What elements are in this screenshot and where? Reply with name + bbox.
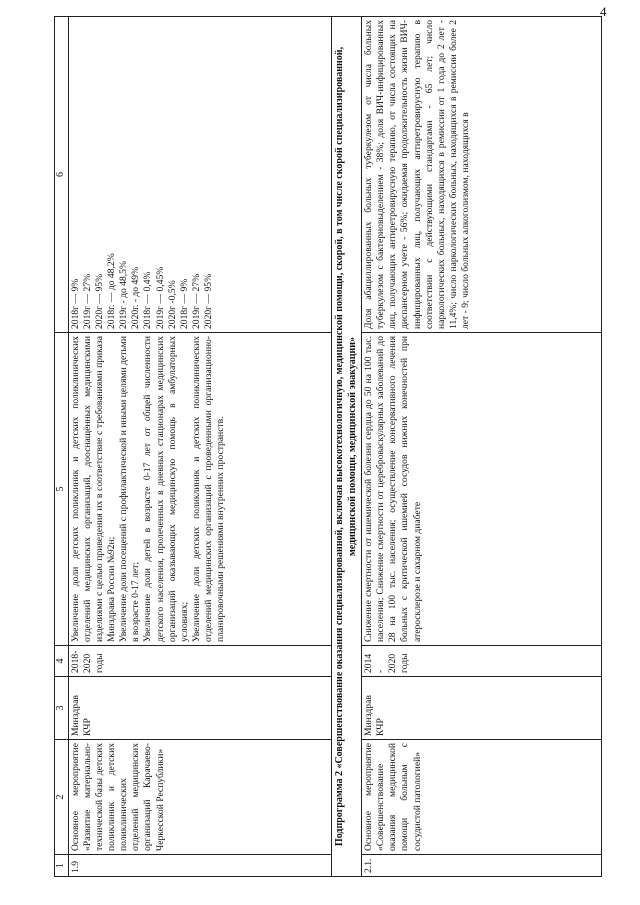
row-number: 1.9 [69, 855, 332, 877]
row-number: 2.1. [362, 855, 602, 877]
indicator-item: 2018г — 9% [70, 278, 81, 329]
expected-results: Снижение смертности от ишемической болезни сердца до 50 на 100 тыс. населения; Снижение смертности от цереброваскулярных заболеваний до 28 на 100 тыс. населения; осуществление консервативного лечения больных с критической ишемией сосудов нижних конечностей при атеросклерозе и сахарном диабете [362, 333, 602, 646]
subprogram-title: Подпрограмма 2 «Совершенствование оказания специализированной, включая высокотехнологичную, медицинской помощи, скорой, в том числе скорой специализированной, медицинской помощи, медицинской эвакуации» [332, 17, 362, 877]
header-cell: 2 [55, 740, 69, 855]
header-cell: 6 [55, 17, 69, 333]
table-row [362, 17, 602, 877]
table-row [69, 17, 332, 877]
header-cell: 5 [55, 333, 69, 646]
event-name: Основное мероприятие «Совершенствование оказания медицинской помощи больным с сосудистой патологией» [362, 740, 602, 855]
result-item: Увеличение доли детских поликлиник и детских поликлинических отделений медицинских организаций с проведенными организационно-планировочными решениями внутренних пространств. [190, 336, 226, 642]
indicators [69, 17, 332, 333]
header-cell: 4 [55, 646, 69, 677]
period: 2018-2020 годы [69, 646, 332, 677]
page-number: 4 [600, 4, 607, 19]
indicator-item: 2019г — 27% [190, 273, 202, 329]
indicator-item: 2019г — 0,45% [154, 266, 166, 329]
result-item: Увеличение доли детей в возрасте 0-17 лет от общей численности детского населения, пролеченных в дневных стационарах медицинских организаций оказывающих медицинскую помощь в амбулаторных условиях; [142, 336, 190, 642]
indicator-item: 2020г — 95% [202, 273, 214, 329]
indicator-item: 2018г. — до 48,2% [106, 253, 118, 329]
rotated-table-page [54, 17, 614, 877]
indicator-item: 2018г — 0,4% [142, 271, 154, 329]
indicator-item: 2020г -0,5% [166, 280, 178, 329]
indicator-item: 2019г — 27% [82, 273, 94, 329]
indicator-item: 2018г — 9% [178, 278, 190, 329]
period: 2014 - 2020 годы [362, 646, 602, 677]
indicator-item: 2020г — 95% [94, 273, 106, 329]
result-item: Увеличение доли посещений с профилактической и иными целями детьми в возрасте 0-17 лет; [118, 336, 142, 642]
expected-results [69, 333, 332, 646]
program-table [54, 16, 602, 877]
event-name: Основное мероприятие «Развитие материально-технической базы детских поликлиник и детских поликлинических отделений медицинских организаций Карачаево-Черкесской Республики» [69, 740, 332, 855]
header-cell: 3 [55, 677, 69, 740]
result-item: Увеличение доли детских поликлиник и детских поликлинических отделений медицинских организаций, дооснащённых медицинскими изделиями с целью приведения их в соответствие с требованиями приказа Минздрава России №92н; [70, 336, 118, 642]
indicator-item: 2019г - до 48,5% [118, 261, 130, 329]
indicator-item: 2020г. - до 49% [130, 266, 142, 329]
indicators: Доля абациллированных больных туберкулезом от числа больных туберкулезом с бактериовыделением - 38%; доля ВИЧ-инфицированных лиц, получающих антиретровирусную терапию, от числа состоящих на диспансерном учете - 56%; ожидаемая продолжительность жизни ВИЧ-инфицированных лиц, получающих антиретровирусную терапию в соответствии с действующими стандартами - 65 лет; число наркологических больных, находящихся в ремиссии от 1 года до 2 лет - 11,4%; число наркологических больных, находящихся в ремиссии более 2 лет - 9; число больных алкоголизмом, находящихся в [362, 17, 602, 333]
subprogram-row [332, 17, 362, 877]
header-cell: 1 [55, 855, 69, 877]
executor: Минздрав КЧР [69, 677, 332, 740]
header-row [55, 17, 69, 877]
executor: Минздрав КЧР [362, 677, 602, 740]
